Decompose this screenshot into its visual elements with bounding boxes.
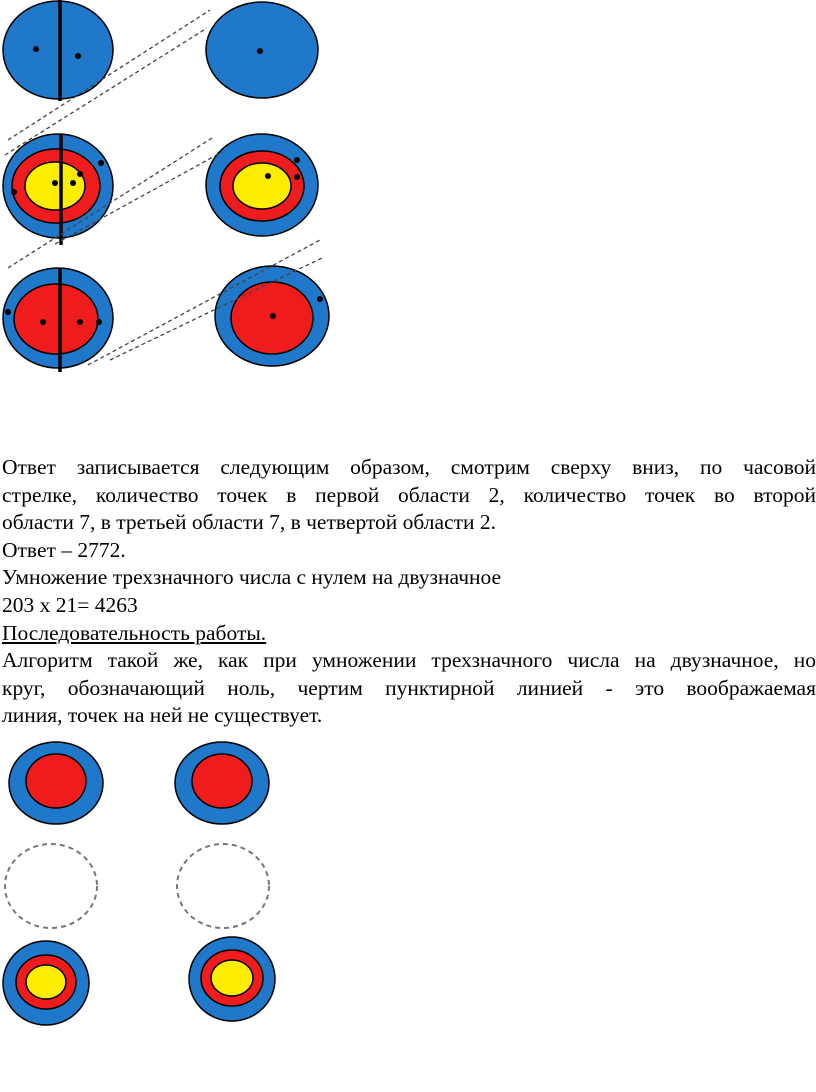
paragraph1-line1: Ответ записывается следующим образом, смотрим сверху вниз, по часовой bbox=[2, 455, 816, 479]
row1-right-target bbox=[175, 742, 269, 824]
row2-left-zero-circle bbox=[5, 844, 97, 928]
paragraph2-line3: линия, точек на ней не существует. bbox=[2, 703, 323, 728]
row1-left-target bbox=[9, 742, 103, 824]
text-block bbox=[2, 454, 816, 730]
multiplication-diagram-top bbox=[0, 0, 816, 380]
row2-right-circle bbox=[206, 134, 318, 236]
row2-left-circle bbox=[3, 134, 113, 238]
sequence-title: Последовательность работы. bbox=[2, 620, 267, 645]
answer-line: Ответ – 2772. bbox=[2, 537, 126, 562]
section-heading: Умножение трехзначного числа с нулем на двузначное bbox=[2, 565, 502, 590]
multiplication-diagram-bottom bbox=[0, 740, 816, 1092]
paragraph1-line2: стрелке, количество точек в первой области 2, количество точек во второй bbox=[2, 482, 816, 507]
paragraph2-line1: Алгоритм такой же, как при умножении трехзначного числа на двузначное, но bbox=[2, 648, 816, 673]
row3-left-circle bbox=[3, 268, 113, 368]
paragraph2-line2: круг, обозначающий ноль, чертим пунктирной линией - это воображаемая bbox=[2, 675, 816, 700]
row2-right-zero-circle bbox=[177, 844, 269, 928]
row1-left-circle bbox=[3, 1, 113, 99]
paragraph1-line3: области 7, в третьей области 7, в четвертой области 2. bbox=[2, 510, 497, 535]
example-line: 203 х 21= 4263 bbox=[2, 592, 138, 617]
row3-right-target bbox=[189, 937, 275, 1021]
row3-left-target bbox=[3, 941, 89, 1025]
